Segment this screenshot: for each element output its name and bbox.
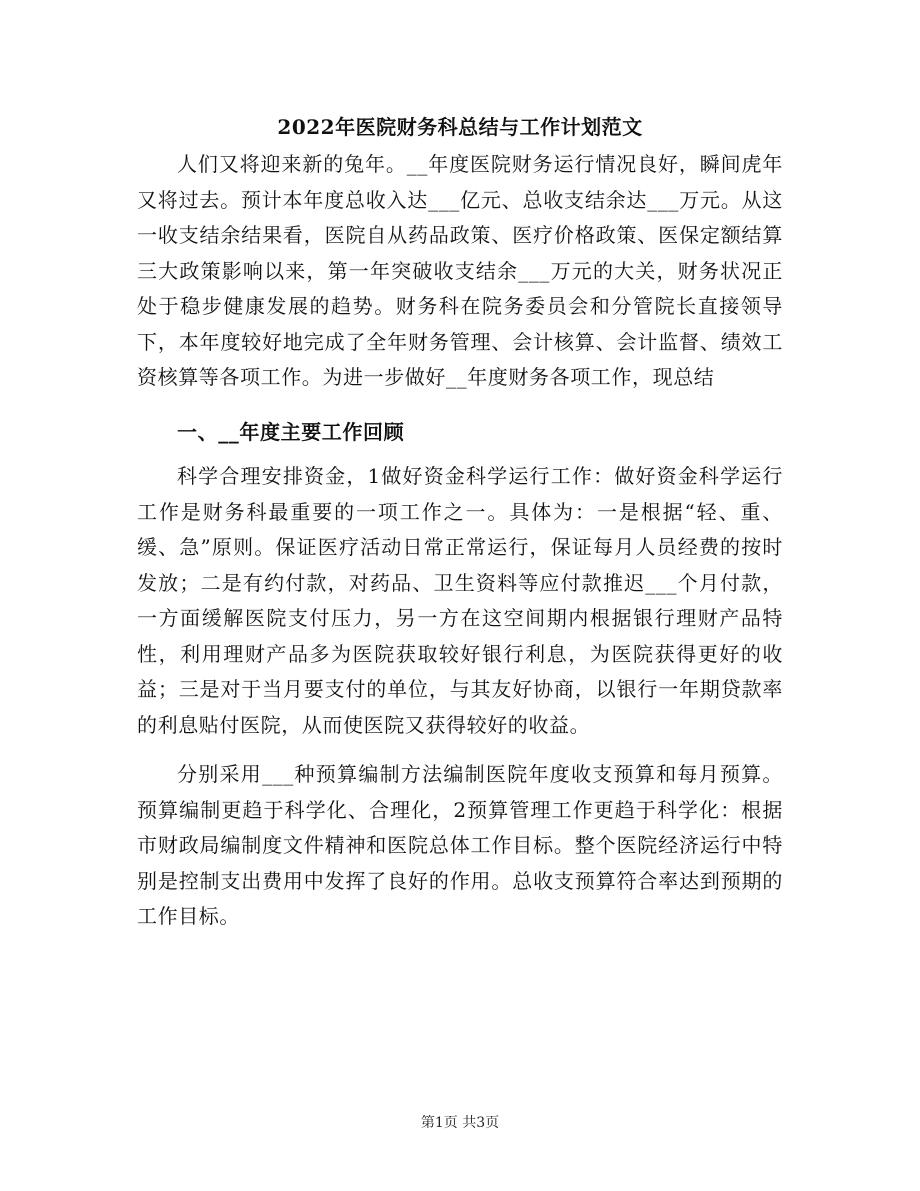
page-indicator: 第1页 共3页	[420, 1115, 500, 1131]
paragraph-funds: 科学合理安排资金，1做好资金科学运行工作：做好资金科学运行工作是财务科最重要的一项工作之一。具体为：一是根据“轻、重、缓、急”原则。保证医疗活动日常正常运行，保证每月人员经费的按时发放；二是有约付款，对药品、卫生资料等应付款推迟___个月付款，一方面缓解医院支付压力，另一方在这空间期内根据银行理财产品特性，利用理财产品多为医院获取较好银行利息，为医院获得更好的收益；三是对于当月要支付的单位，与其友好协商，以银行一年期贷款率的利息贴付医院，从而使医院又获得较好的收益。	[137, 464, 783, 737]
paragraph-intro: 人们又将迎来新的兔年。__年度医院财务运行情况良好，瞬间虎年又将过去。预计本年度总收入达___亿元、总收支结余达___万元。从这一收支结余结果看，医院自从药品政策、医疗价格政策、医保定额结算三大政策影响以来，第一年突破收支结余___万元的大关，财务状况正处于稳步健康发展的趋势。财务科在院务委员会和分管院长直接领导下，本年度较好地完成了全年财务管理、会计核算、会计监督、绩效工资核算等各项工作。为进一步做好__年度财务各项工作，现总结	[137, 152, 783, 389]
document-title: 2022年医院财务科总结与工作计划范文	[277, 115, 643, 139]
section-heading: 一、__年度主要工作回顾	[177, 419, 405, 444]
paragraph-budget: 分别采用___种预算编制方法编制医院年度收支预算和每月预算。预算编制更趋于科学化、合理化，2预算管理工作更趋于科学化：根据市财政局编制度文件精神和医院总体工作目标。整个医院经济运行中特别是控制支出费用中发挥了良好的作用。总收支预算符合率达到预期的工作目标。	[137, 762, 783, 928]
document-body	[137, 147, 783, 935]
